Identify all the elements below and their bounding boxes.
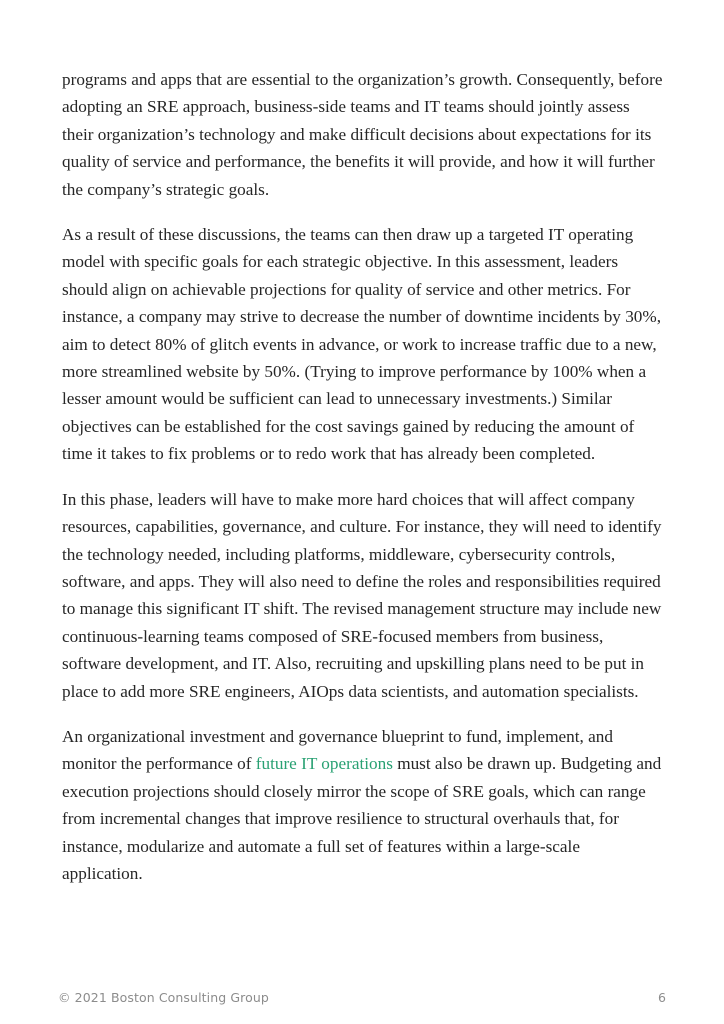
paragraph-4-text-after: must also be drawn up. Budgeting and execution projections should closely mirror the scope of SRE goals, which can range from incremental changes that improve resilience to structural overhauls that, for instance, modularize and automate a full set of features within a large-scale application. [62, 754, 662, 883]
paragraph-4 [62, 723, 664, 887]
paragraph-1: programs and apps that are essential to the organization’s growth. Consequently, before adopting an SRE approach, business-side teams and IT teams should jointly assess their organization’s technology and make difficult decisions about expectations for its quality of service and performance, the benefits it will provide, and how it will further the company’s strategic goals. [62, 70, 663, 199]
future-it-operations-link[interactable]: future IT operations [255, 754, 393, 774]
paragraph-2: As a result of these discussions, the teams can then draw up a targeted IT operating model with specific goals for each strategic objective. In this assessment, leaders should align on achievable projections for quality of service and other metrics. For instance, a company may strive to decrease the number of downtime incidents by 30%, aim to detect 80% of glitch events in advance, or work to increase traffic due to a new, more streamlined website by 50%. (Trying to improve performance by 100% when a lesser amount would be sufficient can lead to unnecessary investments.) Similar objectives can be established for the cost savings gained by reducing the amount of time it takes to fix problems or to redo work that has already been completed. [62, 225, 661, 464]
page-number: 6 [658, 990, 666, 1005]
footer-copyright: © 2021 Boston Consulting Group [58, 990, 269, 1005]
paragraph-3: In this phase, leaders will have to make more hard choices that will affect company resources, capabilities, governance, and culture. For instance, they will need to identify the technology needed, including platforms, middleware, cybersecurity controls, software, and apps. They will also need to define the roles and responsibilities required to manage this significant IT shift. The revised management structure may include new continuous-learning teams composed of SRE-focused members from business, software development, and IT. Also, recruiting and upskilling plans need to be put in place to add more SRE engineers, AIOps data scientists, and automation specialists. [62, 489, 662, 701]
paragraph-4-text-before: An organizational investment and governance blueprint to fund, implement, and monitor the performance of [62, 726, 613, 774]
document-body [62, 66, 664, 905]
